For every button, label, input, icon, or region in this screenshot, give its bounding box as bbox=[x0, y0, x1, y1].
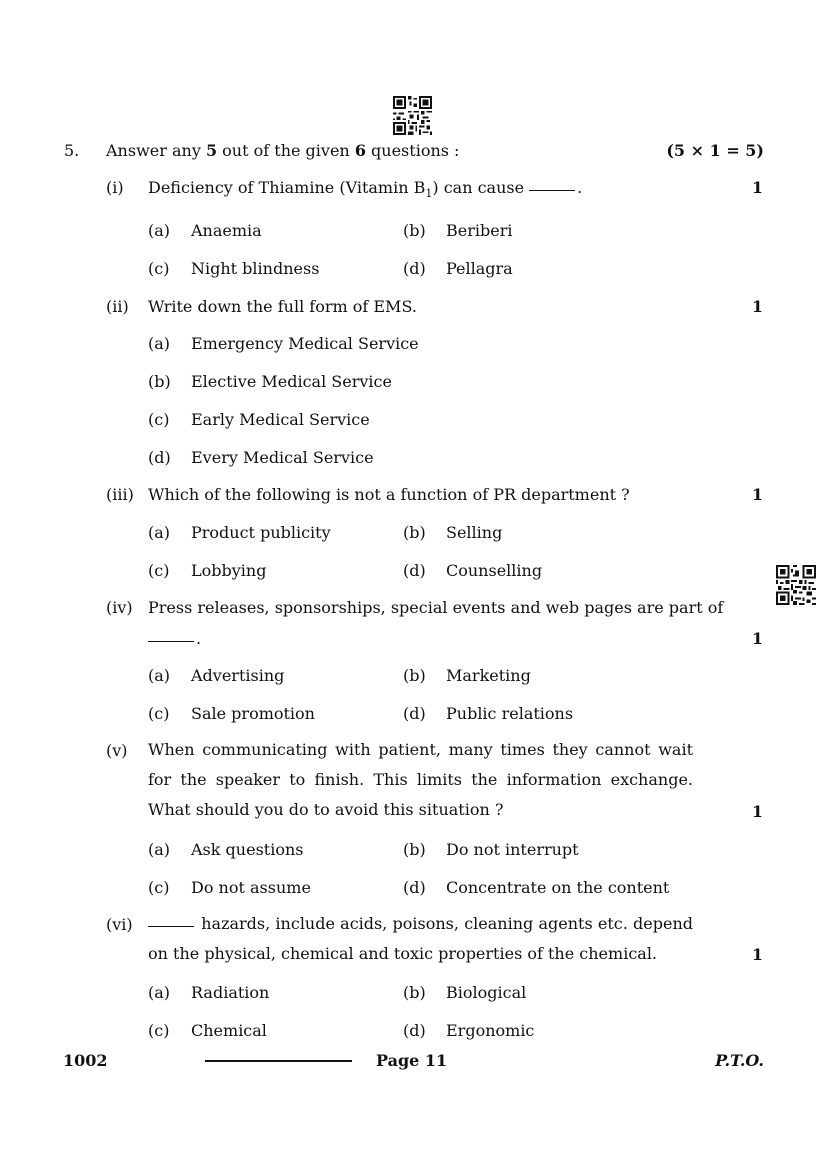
question-text: hazards, include acids, poisons, cleaning agents etc. depend on the physical, chemical and toxic properties of the chemical. bbox=[148, 914, 693, 963]
option-key: (c) bbox=[148, 878, 170, 897]
option-text: Night blindness bbox=[191, 259, 320, 278]
option-text: Do not assume bbox=[191, 878, 311, 897]
option-key: (d) bbox=[403, 561, 426, 580]
subquestion-marks: 1 bbox=[751, 802, 763, 821]
subquestion-number: (v) bbox=[106, 741, 128, 760]
option-text: Chemical bbox=[191, 1021, 267, 1040]
option-key: (b) bbox=[403, 666, 426, 685]
subquestion-text bbox=[148, 909, 693, 969]
option-key: (c) bbox=[148, 561, 170, 580]
option-text: Radiation bbox=[191, 983, 270, 1002]
instruction-count-given: 6 bbox=[354, 141, 366, 160]
option-text: Early Medical Service bbox=[191, 410, 370, 429]
subscript: 1 bbox=[425, 187, 433, 201]
question-text: . bbox=[196, 629, 202, 648]
qr-code-top bbox=[393, 96, 432, 135]
fill-blank bbox=[529, 189, 575, 191]
question-text: Deficiency of Thiamine (Vitamin B bbox=[148, 178, 426, 197]
fill-blank bbox=[148, 640, 194, 642]
instruction-text: Answer any bbox=[106, 141, 206, 160]
question-text: . bbox=[577, 178, 583, 197]
option-key: (a) bbox=[148, 334, 171, 353]
option-text: Public relations bbox=[446, 704, 574, 723]
qr-code-side bbox=[776, 565, 816, 605]
option-text: Concentrate on the content bbox=[446, 878, 670, 897]
option-key: (a) bbox=[148, 840, 171, 859]
option-text: Selling bbox=[446, 523, 503, 542]
subquestion-number: (i) bbox=[106, 178, 124, 197]
option-text: Pellagra bbox=[446, 259, 513, 278]
subquestion-text bbox=[148, 178, 582, 200]
question-instruction bbox=[106, 141, 459, 160]
option-text: Emergency Medical Service bbox=[191, 334, 419, 353]
subquestion-text: Press releases, sponsorships, special events and web pages are part of bbox=[148, 598, 724, 617]
subquestion-blank-line bbox=[148, 629, 201, 648]
option-text: Anaemia bbox=[191, 221, 262, 240]
total-marks: (5 × 1 = 5) bbox=[666, 141, 764, 160]
option-key: (b) bbox=[403, 983, 426, 1002]
instruction-text: out of the given bbox=[217, 141, 355, 160]
pto-label: P.T.O. bbox=[715, 1051, 764, 1070]
option-key: (b) bbox=[148, 372, 171, 391]
option-key: (a) bbox=[148, 666, 171, 685]
option-key: (c) bbox=[148, 1021, 170, 1040]
option-key: (d) bbox=[403, 878, 426, 897]
subquestion-text: When communicating with patient, many times they cannot wait for the speaker to finish. This limits the information exchange. What should you do to avoid this situation ? bbox=[148, 740, 693, 819]
footer-divider bbox=[205, 1060, 352, 1062]
option-key: (d) bbox=[403, 704, 426, 723]
fill-blank bbox=[148, 925, 194, 927]
option-text: Beriberi bbox=[446, 221, 513, 240]
option-text: Lobbying bbox=[191, 561, 267, 580]
subquestion-marks: 1 bbox=[751, 629, 763, 648]
option-key: (d) bbox=[148, 448, 171, 467]
option-key: (b) bbox=[403, 840, 426, 859]
option-text: Biological bbox=[446, 983, 527, 1002]
subquestion-number: (ii) bbox=[106, 297, 129, 316]
option-text: Sale promotion bbox=[191, 704, 315, 723]
subquestion-number: (iii) bbox=[106, 485, 134, 504]
option-key: (d) bbox=[403, 259, 426, 278]
option-key: (c) bbox=[148, 259, 170, 278]
instruction-text: questions : bbox=[365, 141, 460, 160]
question-text: ) can cause bbox=[432, 178, 525, 197]
option-text: Every Medical Service bbox=[191, 448, 374, 467]
subquestion-number: (iv) bbox=[106, 598, 133, 617]
option-key: (c) bbox=[148, 410, 170, 429]
option-text: Counselling bbox=[446, 561, 543, 580]
option-text: Elective Medical Service bbox=[191, 372, 392, 391]
subquestion-marks: 1 bbox=[751, 178, 763, 197]
option-key: (a) bbox=[148, 983, 171, 1002]
subquestion-number: (vi) bbox=[106, 915, 133, 934]
subquestion-text: Which of the following is not a function of PR department ? bbox=[148, 485, 630, 504]
option-text: Marketing bbox=[446, 666, 531, 685]
question-number: 5. bbox=[64, 141, 80, 160]
page-number: Page 11 bbox=[376, 1051, 448, 1070]
subquestion-marks: 1 bbox=[751, 485, 763, 504]
option-key: (a) bbox=[148, 523, 171, 542]
instruction-count-answer: 5 bbox=[205, 141, 218, 160]
option-key: (a) bbox=[148, 221, 171, 240]
option-key: (c) bbox=[148, 704, 170, 723]
option-key: (b) bbox=[403, 523, 426, 542]
subquestion-marks: 1 bbox=[751, 945, 763, 964]
option-text: Product publicity bbox=[191, 523, 331, 542]
subquestion-marks: 1 bbox=[751, 297, 763, 316]
subquestion-text: Write down the full form of EMS. bbox=[148, 297, 417, 316]
option-text: Advertising bbox=[191, 666, 285, 685]
option-text: Ask questions bbox=[191, 840, 304, 859]
option-key: (d) bbox=[403, 1021, 426, 1040]
option-text: Do not interrupt bbox=[446, 840, 579, 859]
paper-code: 1002 bbox=[63, 1051, 108, 1070]
option-key: (b) bbox=[403, 221, 426, 240]
option-text: Ergonomic bbox=[446, 1021, 535, 1040]
